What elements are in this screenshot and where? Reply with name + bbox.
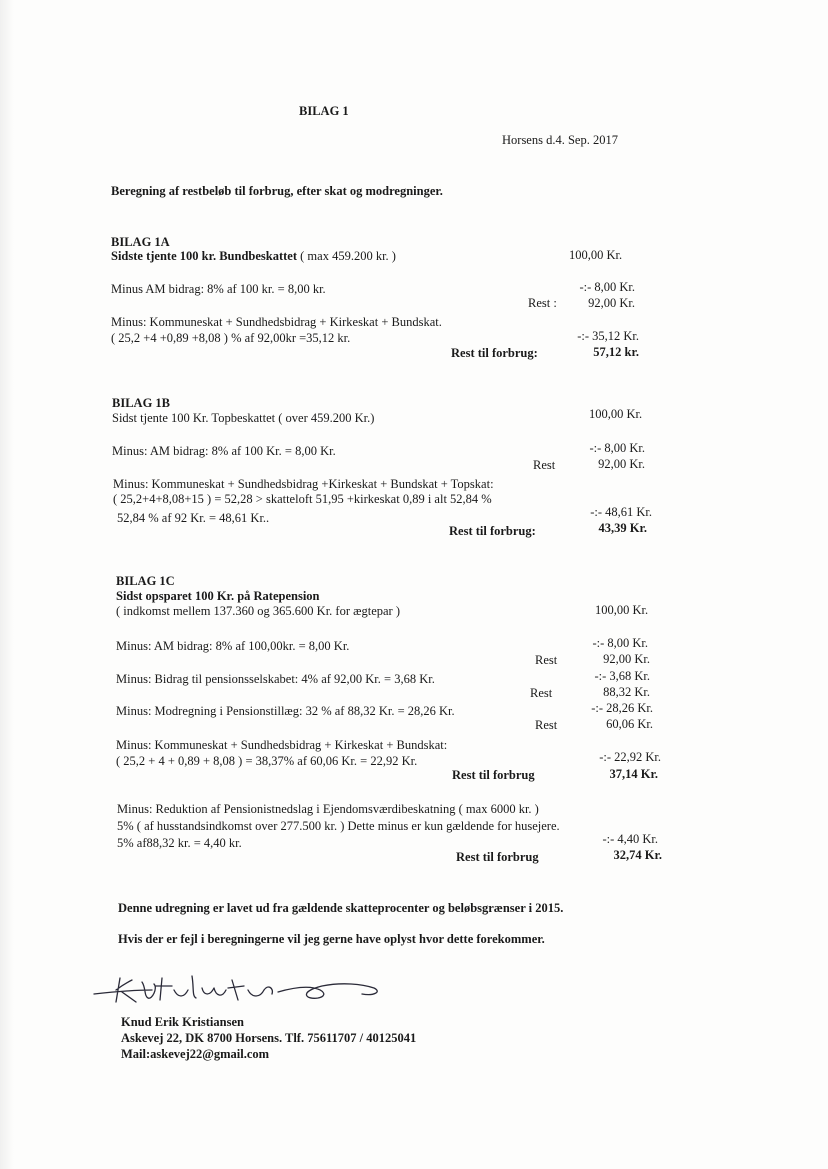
bilag-1c-heading: BILAG 1C bbox=[116, 574, 175, 588]
bilag-1b-tax-amount: -:- 48,61 Kr. bbox=[590, 505, 652, 519]
author-mail: Mail:askevej22@gmail.com bbox=[121, 1047, 270, 1061]
bilag-1c-reduction-text-2: 5% ( af husstandsindkomst over 277.500 kr. ) Dette minus er kun gældende for husejere. bbox=[117, 819, 560, 833]
bilag-1b-line: Sidst tjente 100 Kr. Topbeskattet ( over 459.200 Kr.) bbox=[112, 411, 375, 425]
bilag-1c-mod-amount: -:- 28,26 Kr. bbox=[591, 701, 653, 715]
bilag-1c-rest-3-amount: 60,06 Kr. bbox=[606, 717, 653, 731]
document-title: BILAG 1 bbox=[299, 104, 349, 118]
bilag-1c-reduction-text-1: Minus: Reduktion af Pensionistnedslag i Ejendomsværdibeskatning ( max 6000 kr. ) bbox=[117, 802, 539, 816]
bilag-1a-tax-text-2: ( 25,2 +4 +0,89 +8,08 ) % af 92,00kr =35,12 kr. bbox=[111, 331, 351, 345]
bilag-1c-line-1: Sidst opsparet 100 Kr. på Ratepension bbox=[116, 589, 320, 603]
bilag-1b-am-text: Minus: AM bidrag: 8% af 100 Kr. = 8,00 Kr. bbox=[112, 444, 336, 458]
bilag-1c-final-1-label: Rest til forbrug bbox=[452, 768, 535, 782]
bilag-1a-rest-label: Rest : bbox=[528, 296, 557, 310]
bilag-1b-heading: BILAG 1B bbox=[112, 396, 171, 410]
document-date: Horsens d.4. Sep. 2017 bbox=[502, 133, 618, 147]
author-address: Askevej 22, DK 8700 Horsens. Tlf. 75611707 / 40125041 bbox=[121, 1031, 417, 1045]
handwritten-signature bbox=[92, 968, 392, 1008]
bilag-1c-rest-1-label: Rest bbox=[535, 653, 558, 667]
bilag-1c-rest-2-amount: 88,32 Kr. bbox=[603, 685, 650, 699]
bilag-1c-am-amount: -:- 8,00 Kr. bbox=[592, 636, 648, 650]
bilag-1a-line-note: ( max 459.200 kr. ) bbox=[300, 249, 396, 263]
bilag-1b-tax-text-1: Minus: Kommuneskat + Sundhedsbidrag +Kirkeskat + Bundskat + Topskat: bbox=[113, 477, 494, 491]
bilag-1c-line-2: ( indkomst mellem 137.360 og 365.600 Kr. for ægtepar ) bbox=[116, 604, 400, 618]
bilag-1b-am-amount: -:- 8,00 Kr. bbox=[589, 441, 645, 455]
bilag-1b-rest-label: Rest bbox=[533, 458, 556, 472]
author-name: Knud Erik Kristiansen bbox=[121, 1015, 244, 1029]
bilag-1c-final-2-label: Rest til forbrug bbox=[456, 850, 539, 864]
scan-shadow bbox=[0, 0, 14, 1169]
footer-note-1: Denne udregning er lavet ud fra gældende skatteprocenter og beløbsgrænser i 2015. bbox=[118, 901, 564, 915]
bilag-1c-mod-text: Minus: Modregning i Pensionstillæg: 32 % af 88,32 Kr. = 28,26 Kr. bbox=[116, 704, 455, 718]
bilag-1b-final-amount: 43,39 Kr. bbox=[598, 521, 647, 535]
bilag-1c-rest-1-amount: 92,00 Kr. bbox=[603, 652, 650, 666]
bilag-1a-tax-text-1: Minus: Kommuneskat + Sundhedsbidrag + Kirkeskat + Bundskat. bbox=[111, 315, 442, 329]
bilag-1c-am-text: Minus: AM bidrag: 8% af 100,00kr. = 8,00 Kr. bbox=[116, 639, 350, 653]
bilag-1c-tax-text-1: Minus: Kommuneskat + Sundhedsbidrag + Kirkeskat + Bundskat: bbox=[116, 738, 448, 752]
bilag-1a-rest-amount: 92,00 Kr. bbox=[588, 296, 635, 310]
bilag-1c-tax-amount: -:- 22,92 Kr. bbox=[599, 750, 661, 764]
footer-note-2: Hvis der er fejl i beregningerne vil jeg gerne have oplyst hvor dette forekommer. bbox=[118, 932, 545, 946]
bilag-1c-reduction-text-3: 5% af88,32 kr. = 4,40 kr. bbox=[117, 836, 242, 850]
bilag-1c-rest-2-label: Rest bbox=[530, 686, 553, 700]
bilag-1c-rest-3-label: Rest bbox=[535, 718, 558, 732]
bilag-1a-line bbox=[111, 249, 396, 263]
bilag-1b-tax-text-3: 52,84 % af 92 Kr. = 48,61 Kr.. bbox=[117, 511, 270, 525]
bilag-1b-tax-text-2: ( 25,2+4+8,08+15 ) = 52,28 > skatteloft 51,95 +kirkeskat 0,89 i alt 52,84 % bbox=[113, 492, 492, 506]
document-subject: Beregning af restbeløb til forbrug, efter skat og modregninger. bbox=[111, 184, 443, 198]
bilag-1a-am-text: Minus AM bidrag: 8% af 100 kr. = 8,00 kr. bbox=[111, 282, 326, 296]
bilag-1a-line-label: Sidste tjente 100 kr. Bundbeskattet bbox=[111, 249, 298, 263]
bilag-1c-final-1-amount: 37,14 Kr. bbox=[609, 767, 658, 781]
bilag-1a-start-amount: 100,00 Kr. bbox=[569, 248, 623, 262]
bilag-1a-final-label: Rest til forbrug: bbox=[451, 346, 538, 360]
bilag-1c-reduction-amount: -:- 4,40 Kr. bbox=[602, 832, 658, 846]
bilag-1a-heading: BILAG 1A bbox=[111, 235, 170, 249]
bilag-1c-final-2-amount: 32,74 Kr. bbox=[613, 848, 662, 862]
bilag-1c-start-amount: 100,00 Kr. bbox=[595, 603, 649, 617]
bilag-1a-final-amount: 57,12 kr. bbox=[593, 345, 639, 359]
bilag-1b-rest-amount: 92,00 Kr. bbox=[598, 457, 645, 471]
bilag-1c-pension-text: Minus: Bidrag til pensionsselskabet: 4% af 92,00 Kr. = 3,68 Kr. bbox=[116, 672, 435, 686]
bilag-1c-tax-text-2: ( 25,2 + 4 + 0,89 + 8,08 ) = 38,37% af 60,06 Kr. = 22,92 Kr. bbox=[116, 754, 418, 768]
bilag-1b-final-label: Rest til forbrug: bbox=[449, 524, 536, 538]
bilag-1a-tax-amount: -:- 35,12 Kr. bbox=[577, 329, 639, 343]
bilag-1c-pension-amount: -:- 3,68 Kr. bbox=[594, 669, 650, 683]
bilag-1b-start-amount: 100,00 Kr. bbox=[589, 407, 643, 421]
bilag-1a-am-amount: -:- 8,00 Kr. bbox=[579, 280, 635, 294]
